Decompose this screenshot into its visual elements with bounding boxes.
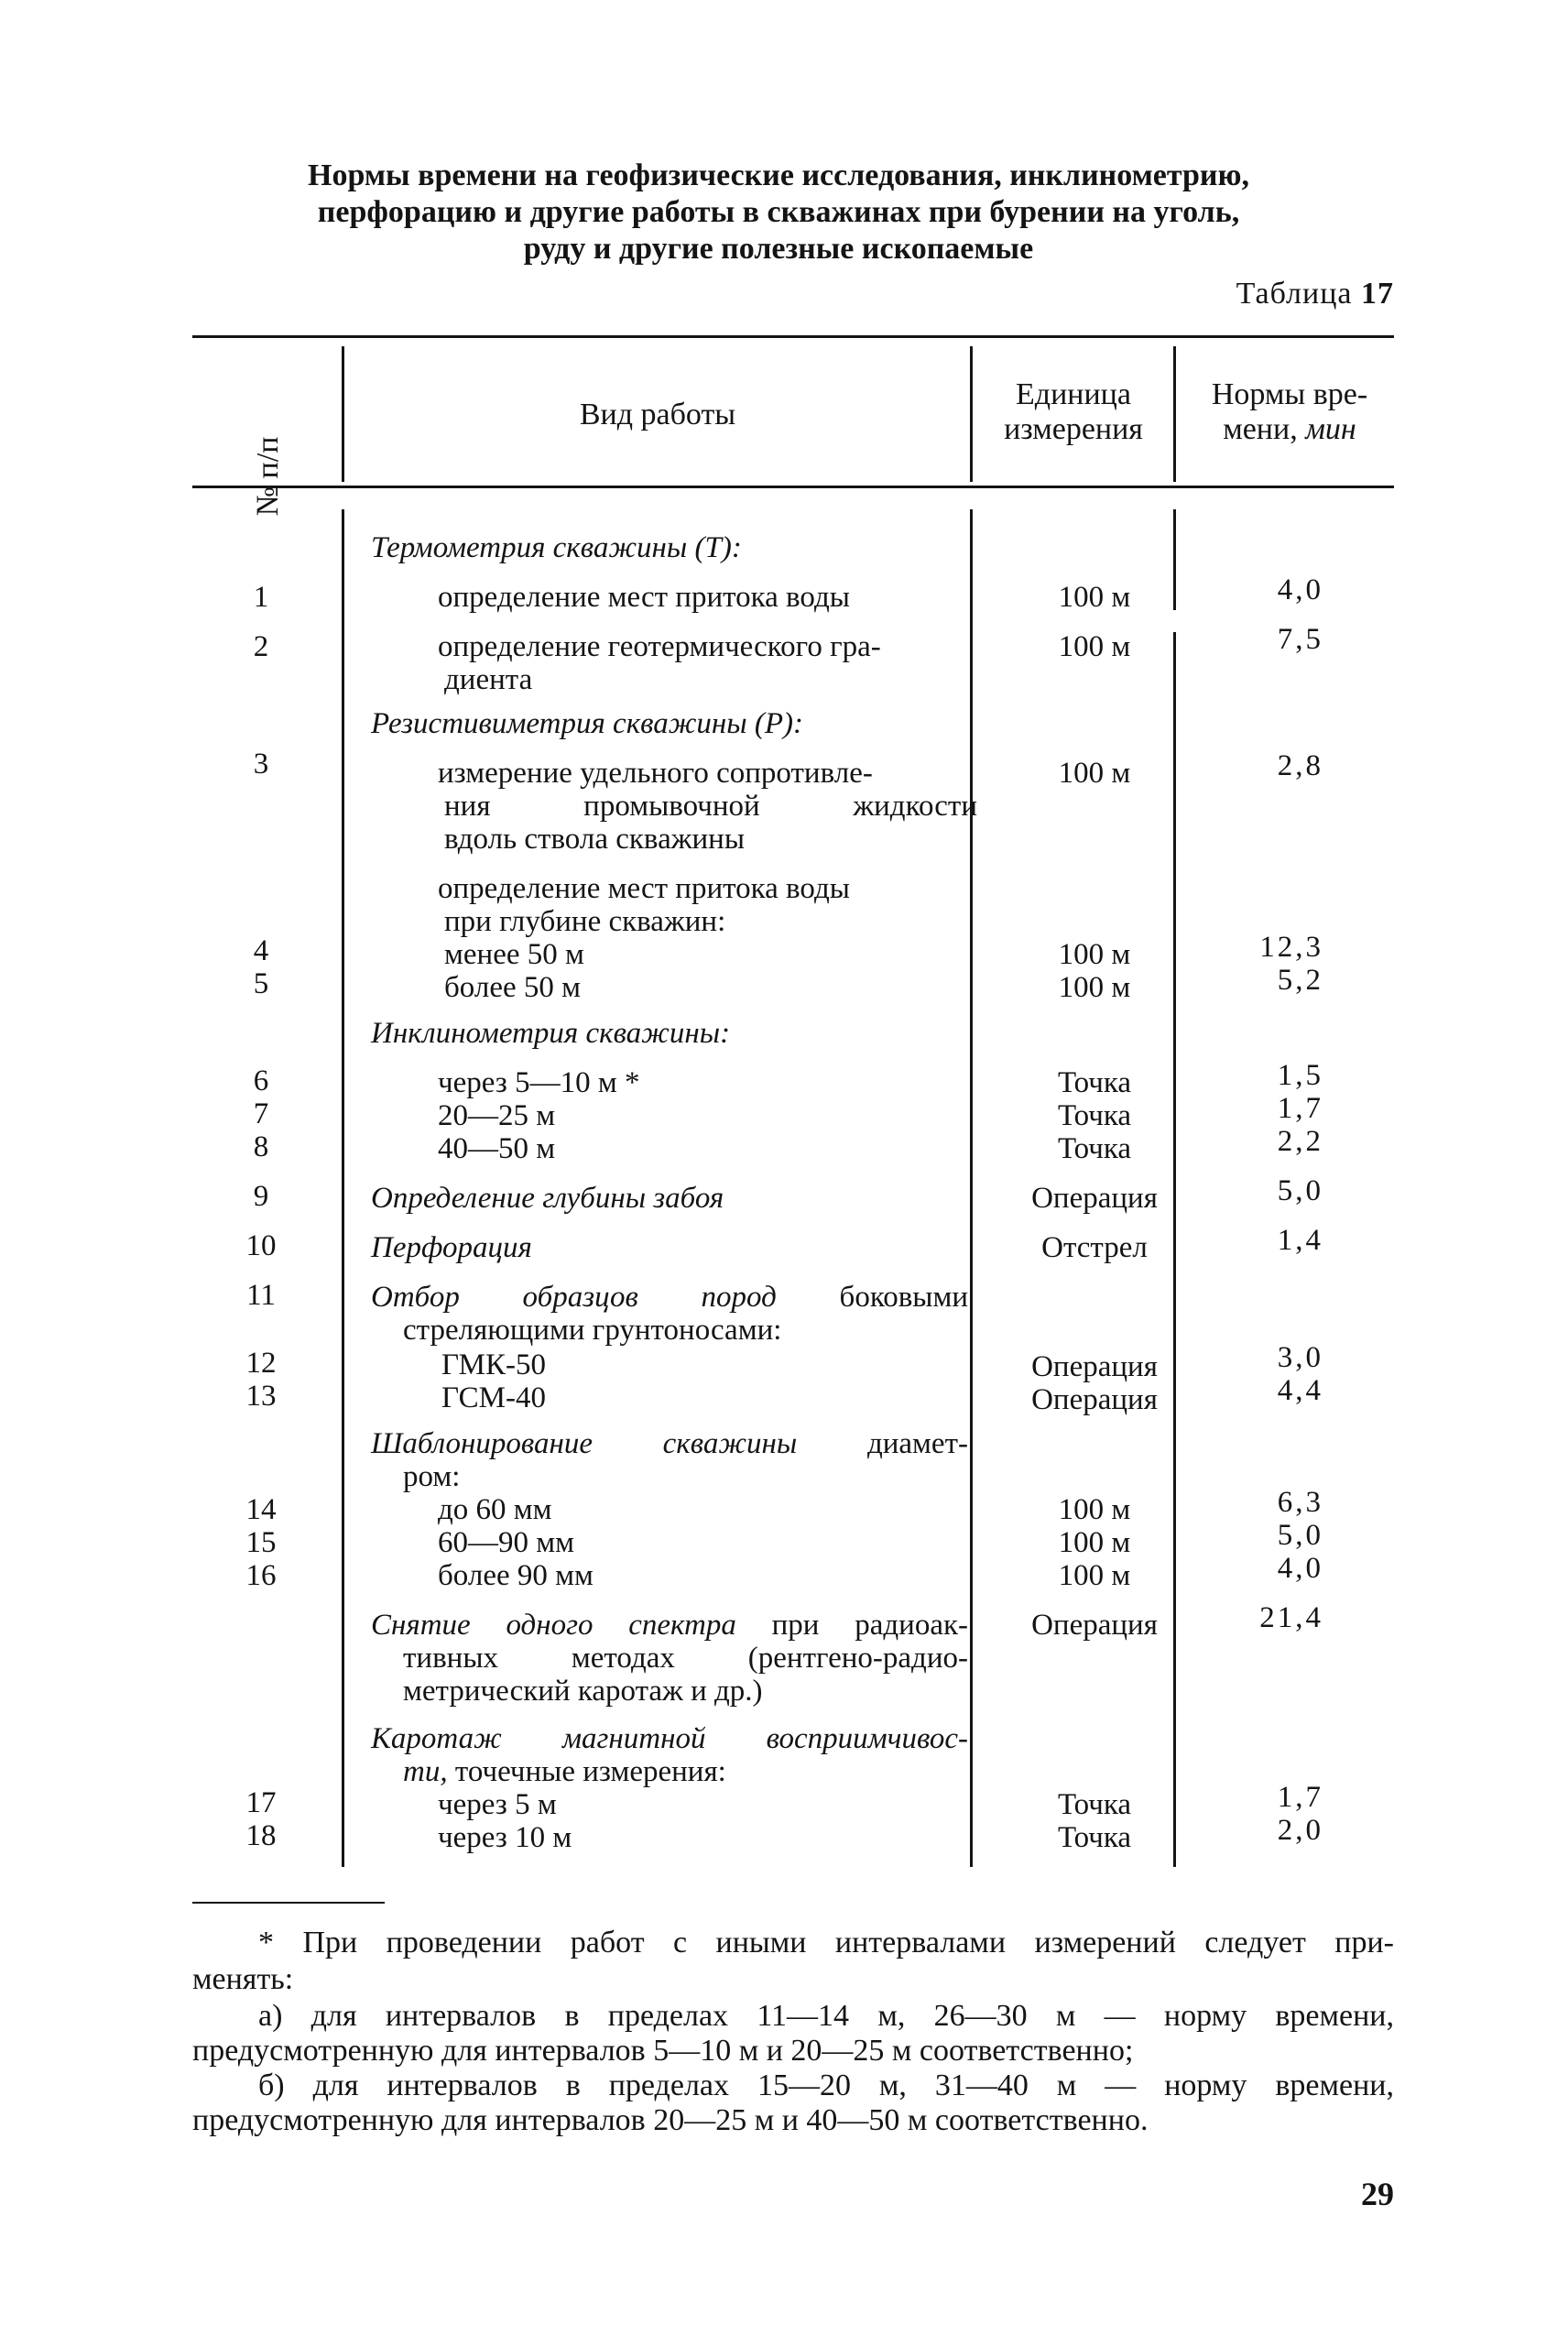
row-11-work-line-1-italic: Отбор образцов пород: [371, 1281, 777, 1314]
row-12-norm: 3,0: [1277, 1341, 1323, 1374]
row-4-unit: 100 м: [1058, 938, 1131, 971]
row-number-2: 2: [253, 630, 269, 663]
section-template-line-1: [371, 1427, 968, 1460]
row-6-norm: 1,5: [1277, 1059, 1323, 1092]
page-number: 29: [1361, 2176, 1394, 2212]
row-16-norm: 4,0: [1277, 1552, 1323, 1585]
header-norm-line-1: Нормы вре-: [1211, 377, 1368, 411]
section-magnetic-italic: ти,: [403, 1755, 448, 1788]
row-16-unit: 100 м: [1058, 1559, 1131, 1592]
row-9-work: Определение глубины забоя: [371, 1182, 724, 1215]
row-17-norm: 1,7: [1277, 1781, 1323, 1814]
footnote-line-6: предусмотренную для интервалов 20—25 м и 40—50 м соответственно.: [192, 2103, 1149, 2137]
row-12-work: ГМК-50: [441, 1348, 546, 1381]
footnote-rule: [192, 1902, 385, 1904]
header-divider-1: [342, 346, 344, 482]
row-14-work: до 60 мм: [438, 1493, 552, 1526]
row-5-work: более 50 м: [444, 971, 581, 1004]
footnote-line-4: предусмотренную для интервалов 5—10 м и 20—25 м соответственно;: [192, 2034, 1134, 2068]
row-number-6: 6: [253, 1064, 269, 1097]
footnote-line-3: а) для интервалов в пределах 11—14 м, 26—30 м — норму времени,: [258, 1999, 1394, 2033]
row-16-work: более 90 мм: [438, 1559, 593, 1592]
row-5-norm: 5,2: [1277, 964, 1323, 997]
table-label: [1236, 277, 1394, 311]
row-11-work-line-2: стреляющими грунтоносами:: [403, 1314, 782, 1347]
row-4-work: менее 50 м: [444, 938, 584, 971]
spectrum-work-plain: при радиоак-: [771, 1609, 968, 1642]
table-header-rule: [192, 486, 1394, 488]
row-number-17: 17: [245, 1786, 277, 1819]
section-inclinometry: Инклинометрия скважины:: [371, 1017, 731, 1050]
title-line-2: перфорацию и другие работы в скважинах при бурении на уголь,: [317, 195, 1240, 229]
row-number-16: 16: [245, 1559, 277, 1592]
row-7-work: 20—25 м: [438, 1099, 556, 1132]
row-8-norm: 2,2: [1277, 1125, 1323, 1158]
row-5-unit: 100 м: [1058, 971, 1131, 1004]
section-magnetic-line-1: Каротаж магнитной восприимчивос-: [371, 1722, 968, 1755]
section-template-line-2: ром:: [403, 1460, 461, 1493]
row-number-14: 14: [245, 1493, 277, 1526]
row-number-4: 4: [253, 934, 269, 967]
row-number-3: 3: [253, 748, 269, 780]
header-work-type: Вид работы: [579, 398, 736, 431]
row-9-unit: Операция: [1031, 1182, 1158, 1215]
footnote-line-5: б) для интервалов в пределах 15—20 м, 31—40 м — норму времени,: [258, 2068, 1394, 2102]
spectrum-work-italic: Снятие одного спектра: [371, 1609, 736, 1642]
row-14-norm: 6,3: [1277, 1486, 1323, 1519]
section-magnetic-line-2: [403, 1755, 726, 1788]
header-unit: [975, 377, 1172, 447]
document-title: [183, 158, 1374, 267]
spectrum-norm: 21,4: [1259, 1601, 1323, 1634]
row-number-1: 1: [253, 581, 269, 614]
header-norm: [1180, 377, 1399, 447]
header-norm-word: мени,: [1223, 412, 1298, 446]
row-6-work: через 5—10 м *: [438, 1066, 640, 1099]
table-label-number: 17: [1361, 277, 1394, 311]
row-17-work: через 5 м: [438, 1788, 557, 1821]
header-unit-line-2: измерения: [1004, 412, 1143, 446]
row-3-work-line-2: ния промывочной жидкости: [444, 790, 977, 823]
row-13-work: ГСМ-40: [441, 1381, 546, 1414]
header-unit-line-1: Единица: [1016, 377, 1131, 411]
title-line-3: руду и другие полезные ископаемые: [523, 232, 1034, 266]
header-divider-3: [1173, 346, 1176, 482]
body-divider-1: [342, 509, 344, 1867]
spectrum-unit: Операция: [1031, 1609, 1158, 1642]
row-3-unit: 100 м: [1058, 757, 1131, 790]
row-45-work-line-1: определение мест притока воды: [438, 872, 850, 905]
row-11-work-line-1-plain: боковыми: [839, 1281, 968, 1314]
row-17-unit: Точка: [1057, 1788, 1132, 1821]
title-line-1: Нормы времени на геофизические исследования, инклинометрию,: [308, 158, 1249, 192]
row-3-work-line-1: измерение удельного сопротивле-: [438, 757, 873, 790]
header-divider-2: [970, 346, 973, 482]
table-top-rule: [192, 335, 1394, 338]
row-number-12: 12: [245, 1347, 277, 1380]
row-number-10: 10: [245, 1229, 277, 1262]
row-1-work: определение мест притока воды: [438, 581, 850, 614]
row-number-15: 15: [245, 1526, 277, 1559]
row-18-unit: Точка: [1057, 1821, 1132, 1854]
row-10-work: Перфорация: [371, 1231, 532, 1264]
row-7-norm: 1,7: [1277, 1092, 1323, 1125]
row-4-norm: 12,3: [1259, 931, 1323, 964]
row-number-11: 11: [246, 1279, 276, 1312]
table-label-word: Таблица: [1236, 277, 1353, 311]
row-1-unit: 100 м: [1058, 581, 1131, 614]
row-15-norm: 5,0: [1277, 1519, 1323, 1552]
row-18-work: через 10 м: [438, 1821, 572, 1854]
row-number-9: 9: [253, 1180, 269, 1213]
header-norm-line-2: [1180, 412, 1399, 447]
row-9-norm: 5,0: [1277, 1174, 1323, 1207]
row-number-5: 5: [253, 967, 269, 1000]
row-10-norm: 1,4: [1277, 1224, 1323, 1257]
row-3-work-line-3: вдоль ствола скважины: [444, 823, 746, 856]
header-number: № п/п: [251, 436, 285, 517]
section-magnetic-plain: точечные измерения:: [454, 1755, 726, 1788]
header-norm-unit: мин: [1305, 412, 1356, 446]
row-18-norm: 2,0: [1277, 1814, 1323, 1847]
spectrum-work-line-2: тивных методах (рентгено-радио-: [403, 1642, 968, 1675]
section-resistivimetry: Резистивиметрия скважины (Р):: [371, 707, 804, 740]
row-2-unit: 100 м: [1058, 630, 1131, 663]
row-1-norm: 4,0: [1277, 573, 1323, 606]
row-14-unit: 100 м: [1058, 1493, 1131, 1526]
spectrum-work-line-1: [371, 1609, 968, 1642]
row-2-work-line-1: определение геотермического гра-: [438, 630, 881, 663]
section-thermometry: Термометрия скважины (Т):: [371, 531, 742, 564]
row-10-unit: Отстрел: [1041, 1231, 1148, 1264]
row-8-work: 40—50 м: [438, 1132, 556, 1165]
row-11-work-line-1: [371, 1281, 968, 1314]
row-7-unit: Точка: [1057, 1099, 1132, 1132]
footnote-line-1: * При проведении работ с иными интервалами измерений следует при-: [258, 1926, 1394, 1959]
row-number-18: 18: [245, 1819, 277, 1852]
spectrum-work-line-3: метрический каротаж и др.): [403, 1675, 763, 1708]
row-2-norm: 7,5: [1277, 623, 1323, 656]
row-8-unit: Точка: [1057, 1132, 1132, 1165]
row-number-7: 7: [253, 1097, 269, 1130]
section-template-plain: диамет-: [866, 1427, 968, 1460]
row-13-unit: Операция: [1031, 1383, 1158, 1416]
row-15-work: 60—90 мм: [438, 1526, 575, 1559]
row-number-8: 8: [253, 1130, 269, 1163]
row-45-work-line-2: при глубине скважин:: [444, 905, 726, 938]
row-12-unit: Операция: [1031, 1350, 1158, 1383]
footnote-line-2: менять:: [192, 1962, 294, 1996]
row-3-norm: 2,8: [1277, 749, 1323, 782]
row-13-norm: 4,4: [1277, 1374, 1323, 1407]
row-15-unit: 100 м: [1058, 1526, 1131, 1559]
row-6-unit: Точка: [1057, 1066, 1132, 1099]
row-2-work-line-2: диента: [444, 663, 533, 696]
row-number-13: 13: [245, 1380, 277, 1413]
section-template-italic: Шаблонирование скважины: [371, 1427, 798, 1460]
